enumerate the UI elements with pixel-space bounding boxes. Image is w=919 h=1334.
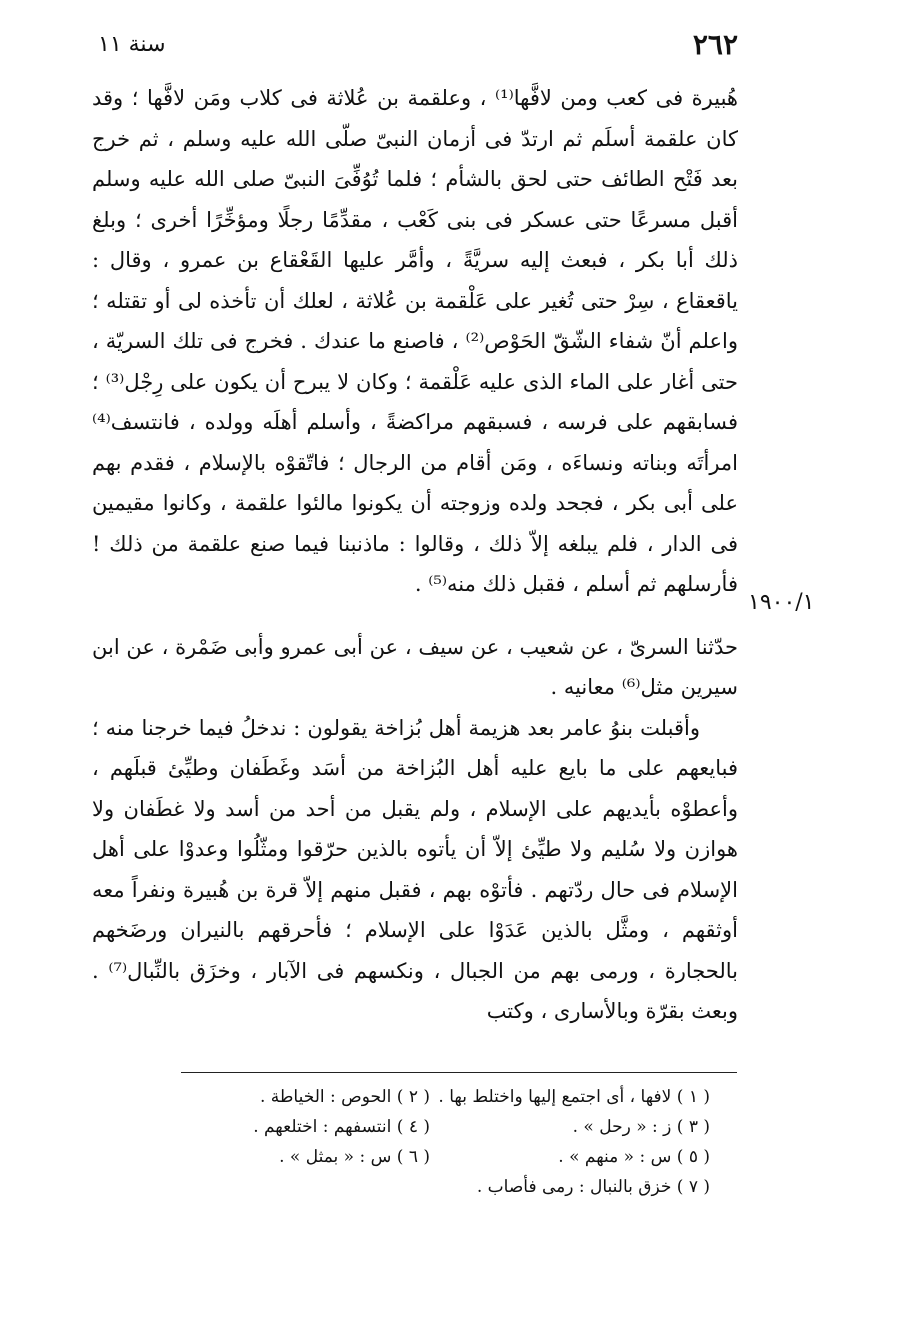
footnote-row <box>150 1082 710 1112</box>
footnotes <box>150 1082 710 1202</box>
footnote: ( ٤ ) انتسفهم : اختلعهم . <box>253 1117 430 1137</box>
margin-page-reference: ١٩٠٠/١ <box>748 590 815 615</box>
running-head-year: سنة ١١ <box>98 32 166 57</box>
footnote-divider <box>181 1072 737 1073</box>
main-text <box>92 78 738 1032</box>
footnote: ( ٢ ) الحوص : الخياطة . <box>259 1087 430 1107</box>
page-number: ٢٦٢ <box>692 28 738 61</box>
footnote-row <box>150 1172 710 1202</box>
footnote: ( ٣ ) ز : « رحل » . <box>572 1117 710 1137</box>
footnote: ( ٥ ) س : « منهم » . <box>558 1147 710 1167</box>
paragraph-isnad: حدّثنا السرىّ ، عن شعيب ، عن سيف ، عن أبى عمرو وأبى ضَمْرة ، عن ابن سيرين مثل⁽⁶⁾ معانيه . <box>92 634 738 699</box>
paragraph-alqama: هُبيرة فى كعب ومن لافَّها⁽¹⁾ ، وعلقمة بن عُلاثة فى كلاب ومَن لافَّها ؛ وقد كان علقمة أسلَم ثم ارتدّ فى أزمان النبىّ صلّى الله عليه وسلم ، ثم خرج بعد فَتْح الطائف حتى لحق بالشأم ؛ فلما تُوُفِّىَ النبىّ صلى الله عليه وسلم أقبل مسرعًا حتى عسكر فى بنى كَعْب ، مقدِّمًا رجلًا ومؤخِّرًا أخرى ؛ وبلغ ذلك أبا بكر ، فبعث إليه سريَّةً ، وأمَّر عليها القَعْقاع بن عمرو ، وقال : ياقعقاع ، سِرْ حتى تُغير على عَلْقمة بن عُلاثة ، لعلك أن تأخذه لى أو تقتله ؛ واعلم أنّ شفاء الشّقّ الحَوْص⁽²⁾ ، فاصنع ما عندك . فخرج فى تلك السريّة ، حتى أغار على الماء الذى عليه عَلْقمة ؛ وكان لا يبرح أن يكون على رِجْل⁽³⁾ ؛ فسابقهم على فرسه ، فسبقهم مراكضةً ، وأسلم أهلَه وولده ، فانتسف⁽⁴⁾ امرأتَه وبناته ونساءَه ، ومَن أقام من الرجال ؛ فاتّقوْه بالإسلام ، فقدم بهم على أبى بكر ، فجحد ولده وزوجته أن يكونوا مالئوا علقمة ، وكانوا مقيمين فى الدار ، فلم يبلغه إلاّ ذلك ، وقالوا : ماذنبنا فيما صنع علقمة من ذلك ! فأرسلهم ثم أسلم ، فقبل ذلك منه⁽⁵⁾ . <box>92 86 738 596</box>
paragraph-banu-amir: وأقبلت بنوُ عامر بعد هزيمة أهل بُزاخة يقولون : ندخلُ فيما خرجنا منه ؛ فبايعهم على ما بايع عليه أهل البُزاخة من أسَد وغَطَفان وطيِّئ قبلَهم ، وأعطوْه بأيديهم على الإسلام ، ولم يقبل من أحد من أسد ولا غطَفان ولا هوازن ولا سُليم ولا طيِّئ إلاّ أن يأتوه بالذين حرّقوا ومثّلُوا وعدوْا على أهل الإسلام فى حال ردّتهم . فأتوْه بهم ، فقبل منهم إلاّ قرة بن هُبيرة ونفراً معه أوثقهم ، ومثَّل بالذين عَدَوْا على الإسلام ؛ فأحرقهم بالنيران ورضَخهم بالحجارة ، ورمى بهم من الجبال ، ونكسهم فى الآبار ، وخزَق بالنِّبال⁽⁷⁾ . وبعث بقرّة وبالأسارى ، وكتب <box>92 715 739 1023</box>
footnote-row <box>150 1142 710 1172</box>
page-header <box>98 28 738 68</box>
footnote: ( ١ ) لافها ، أى اجتمع إليها واختلط بها . <box>438 1087 710 1107</box>
footnote-row <box>150 1112 710 1142</box>
footnote: ( ٧ ) خزق بالنبال : رمى فأصاب . <box>476 1177 710 1197</box>
footnote: ( ٦ ) س : « بمثل » . <box>279 1147 430 1167</box>
